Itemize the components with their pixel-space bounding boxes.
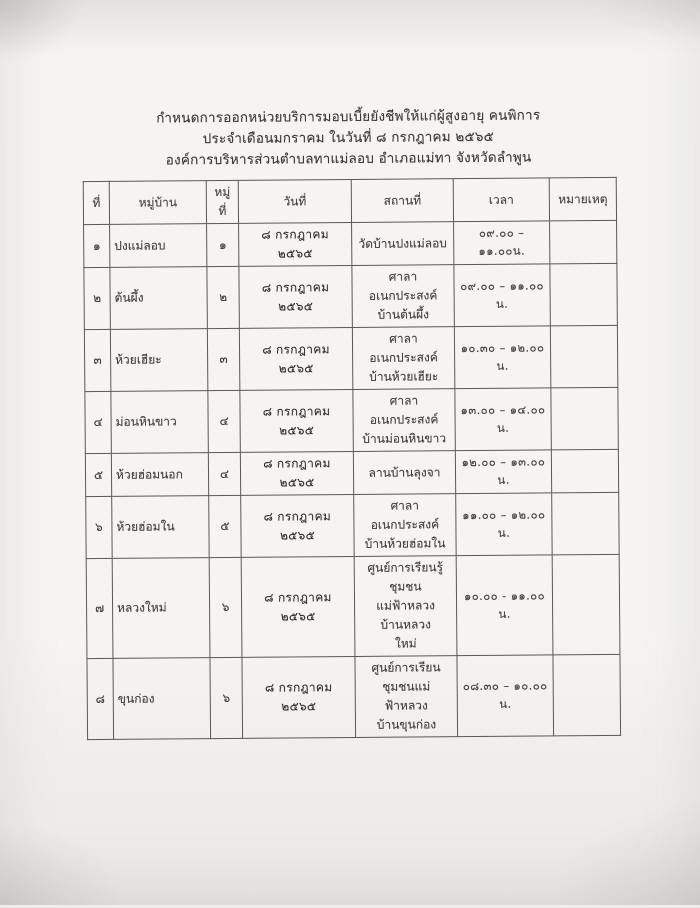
cell-time: ๑๒.๐๐ – ๑๓.๐๐ น.	[455, 450, 551, 494]
table-row	[84, 325, 617, 391]
table-row	[84, 263, 617, 329]
cell-date: ๘ กรกฎาคม ๒๕๖๕	[240, 451, 353, 495]
cell-remark	[550, 263, 617, 326]
cell-moo: ๑	[207, 223, 239, 266]
cell-date: ๘ กรกฎาคม ๒๕๖๕	[240, 389, 353, 452]
cell-no: ๑	[84, 224, 110, 267]
cell-village: หลวงใหม่	[112, 558, 210, 659]
cell-no: ๗	[86, 558, 113, 658]
cell-moo: ๕	[209, 495, 241, 557]
cell-moo: ๖	[209, 557, 242, 657]
cell-time: ๑๐.๓๐ – ๑๒.๐๐ น.	[454, 326, 550, 389]
cell-place: วัดบ้านปงแม่ลอบ	[352, 222, 454, 266]
cell-village: ต้นผึ้ง	[110, 267, 207, 330]
title-line-2: ประจำเดือนมกราคม ในวันที่ ๘ กรกฎาคม ๒๕๖๕	[0, 125, 698, 151]
header-date: วันที่	[238, 179, 351, 223]
cell-remark	[552, 492, 619, 555]
cell-moo: ๒	[207, 266, 239, 328]
cell-no: ๒	[84, 267, 110, 329]
cell-date: ๘ กรกฎาคม ๒๕๖๕	[241, 556, 355, 657]
header-place: สถานที่	[351, 179, 453, 223]
table-row	[84, 220, 617, 267]
cell-village: ม่อนหินขาว	[111, 391, 208, 454]
cell-time: ๑๓.๐๐ – ๑๔.๐๐ น.	[455, 388, 551, 451]
cell-village: ปงแม่ลอบ	[110, 224, 207, 268]
cell-remark	[551, 449, 618, 493]
header-time: เวลา	[453, 178, 549, 222]
cell-moo: ๖	[210, 657, 243, 738]
cell-remark	[550, 325, 617, 388]
cell-remark	[550, 220, 617, 264]
cell-date: ๘ กรกฎาคม ๒๕๖๕	[239, 327, 352, 390]
cell-village: ขุนก่อง	[113, 658, 211, 740]
cell-village: ห้วยฮ่อมนอก	[111, 453, 208, 497]
cell-date: ๘ กรกฎาคม ๒๕๖๕	[239, 265, 352, 328]
cell-time: ๐๙.๐๐ – ๑๑.๐๐ น.	[454, 264, 550, 327]
table-row	[85, 449, 618, 496]
schedule-table	[83, 177, 621, 740]
document-title	[0, 104, 699, 172]
header-village: หมู่บ้าน	[109, 181, 206, 225]
cell-place: ศูนย์การเรียนรู้ชุมชน แม่ฟ้าหลวงบ้านหลวง ใหม่	[354, 556, 457, 657]
title-line-3: องค์การบริหารส่วนตำบลทาแม่ลอบ อำเภอแม่ทา จังหวัดลำพูน	[0, 146, 699, 172]
cell-time: ๑๑.๐๐ – ๑๒.๐๐ น.	[456, 493, 552, 556]
cell-date: ๘ กรกฎาคม ๒๕๖๕	[241, 494, 354, 557]
cell-no: ๘	[87, 658, 114, 739]
cell-date: ๘ กรกฎาคม ๒๕๖๕	[239, 222, 352, 266]
cell-place: ศาลาอเนกประสงค์ บ้านต้นผึ้ง	[352, 265, 454, 328]
cell-time: ๑๐.๐๐ - ๑๑.๐๐ น.	[456, 555, 553, 656]
cell-no: ๖	[86, 496, 112, 558]
title-line-1: กำหนดการออกหน่วยบริการมอบเบี้ยยังชีพให้แก่ผู้สูงอายุ คนพิการ	[0, 104, 698, 130]
cell-date: ๘ กรกฎาคม ๒๕๖๕	[242, 656, 356, 738]
cell-time: ๐๘.๓๐ – ๑๐.๐๐ น.	[457, 655, 554, 737]
cell-moo: ๓	[207, 328, 239, 390]
cell-place: ลานบ้านลุงจา	[353, 451, 455, 495]
cell-no: ๔	[85, 391, 111, 453]
cell-moo: ๔	[208, 452, 240, 495]
cell-village: ห้วยฮ่อมใน	[112, 496, 209, 559]
table-row	[85, 387, 618, 453]
table-row	[86, 492, 619, 558]
cell-place: ศาลาอเนกประสงค์ บ้านม่อนหินขาว	[353, 389, 455, 452]
cell-place: ศาลาอเนกประสงค์ บ้านห้วยฮ่อมใน	[354, 494, 456, 557]
cell-place: ศูนย์การเรียนชุมชนแม่ ฟ้าหลวง บ้านขุนก่อง	[355, 656, 458, 738]
table-header-row	[83, 177, 616, 224]
cell-no: ๕	[85, 453, 111, 496]
header-no: ที่	[83, 181, 109, 224]
table-row	[86, 554, 620, 658]
table-row	[87, 654, 621, 739]
cell-remark	[551, 387, 618, 450]
cell-moo: ๔	[208, 390, 240, 452]
header-moo: หมู่ที่	[206, 180, 238, 223]
cell-village: ห้วยเฮียะ	[110, 329, 207, 392]
cell-remark	[553, 654, 621, 736]
cell-no: ๓	[84, 329, 110, 391]
header-remark: หมายเหตุ	[549, 177, 616, 221]
cell-place: ศาลาอเนกประสงค์ บ้านห้วยเฮียะ	[352, 327, 454, 390]
cell-time: ๐๙.๐๐ – ๑๑.๐๐น.	[454, 221, 550, 265]
cell-remark	[552, 554, 620, 655]
